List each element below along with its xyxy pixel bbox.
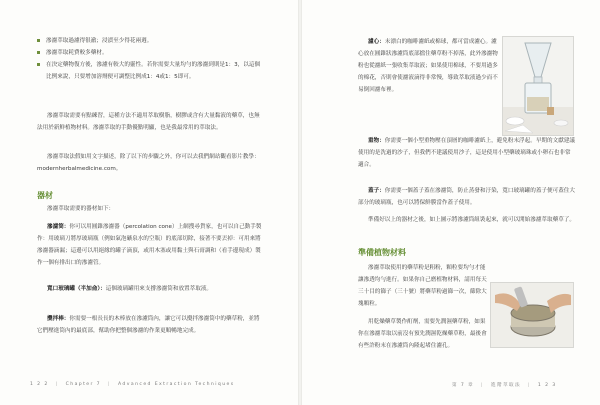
page-number: 1 2 3 — [537, 383, 557, 388]
body-paragraph — [358, 262, 488, 310]
body-paragraph — [358, 214, 576, 226]
bullet-marker-icon — [37, 39, 40, 42]
page-number: 1 2 2 — [30, 382, 49, 387]
term-label: 滲濾筒： — [47, 224, 70, 230]
list-item — [37, 35, 265, 47]
term-description: 你可以用圓錐滲濾器（percolation cone）上網搜尋貨家，也可以自己動手製作：用玻璃刀將厚玻璃瓶（例如氣泡礦泉水的空瓶）的底部切除，接著不要丟掉：可用來將滲濾器滴漏；這邊可以用絕緣的罐子滴頂，或用木塞或用黏土與石膏調和（看手邊現成）製作一個有排出口的滲濾管。 — [37, 224, 262, 266]
bullet-text: 滲濾萃取過濾得很澈；浸漬至少得花兩週。 — [46, 38, 153, 44]
term-label: 濾心： — [368, 39, 385, 45]
term-label: 寬口玻璃罐（半加侖）： — [47, 286, 106, 292]
paragraph-text: 滲濾萃取法假如用文字描述，除了以下的步驟之外，你可以去我們網站觀看影片教學：modernherbalmedicine.com。 — [37, 154, 260, 172]
footer-separator: | — [108, 382, 111, 387]
footer-separator: | — [55, 382, 59, 387]
herb-grinding-photo — [490, 282, 574, 348]
term-description: 這個玻璃罐用來支撐滲濾筒和放置萃取液。 — [105, 286, 213, 292]
bullet-text: 滲濾萃取耗費較多藥材。 — [46, 50, 108, 56]
equipment-item-cone — [37, 221, 265, 269]
term-label: 重物： — [368, 138, 385, 144]
paragraph-text: 準備好以上的器材之後，如上圖示將滲濾筒組裝起來，就可以開始滲濾萃取藥草了。 — [368, 217, 575, 223]
right-page — [302, 0, 600, 405]
body-paragraph — [37, 203, 265, 215]
equipment-item-filter — [358, 36, 498, 96]
body-paragraph — [358, 316, 488, 352]
bullet-marker-icon — [37, 51, 40, 54]
body-paragraph — [37, 151, 265, 175]
term-description: 你需要一個蓋子蓋在滲濾筒，防止蒸發和汙染，寬口玻璃罐的蓋子便可蓋住大部分的玻璃瓶，也可以將保鮮膜當作蓋子使用。 — [358, 188, 575, 206]
footer-separator: | — [527, 383, 531, 388]
term-label: 攪拌棒： — [47, 316, 70, 322]
footer-separator: | — [481, 383, 484, 388]
chapter-title: Advanced Extraction Techniques — [117, 382, 235, 387]
term-description: 你需要一個小型重物壓在頂層的咖啡濾紙上，避免粉末浮起。早期的文獻建議使用的是洗過的沙子，但我們不建議使用沙子，這是使用小型藥玻璃珠或小卵石也非常適合。 — [358, 138, 575, 168]
bullet-marker-icon — [37, 63, 40, 66]
equipment-item-beaker — [37, 283, 265, 295]
left-footer — [30, 382, 235, 387]
bullet-text: 在決定藥物復方後，滲濾有較大的靈性。若你需要大量均勻的滲濾到則是1：3，以這個比例來說，只要增加溶劑便可調整比例成1：4或1：5即可。 — [46, 62, 261, 80]
list-item — [37, 59, 265, 83]
chapter-number: 第 7 章 — [452, 383, 475, 388]
chapter-number: Chapter 7 — [65, 382, 102, 387]
term-description: 你需要一根長長的木棒放在滲濾筒內，讓它可以攪拌滲濾筒中的藥草粉，並將它們壓進筒內的最底部，幫助你把整個滲濾的作業更順暢地完成。 — [37, 316, 260, 334]
list-item — [37, 47, 265, 59]
equipment-item-cover — [358, 185, 576, 209]
paragraph-text: 用乾燥藥草製作酊劑，需要先潤濕藥草粉，如果你在滲濾萃取以前沒有預先潤濕乾燥藥草粉，最後會有些許粉末在滲濾筒內隆起堵住濾孔。 — [358, 319, 487, 349]
equipment-item-stir-rod — [37, 313, 265, 337]
percolation-cone-photo — [502, 36, 574, 136]
body-paragraph — [37, 110, 265, 134]
equipment-item-weight — [358, 135, 576, 171]
term-description: 未漂白的咖啡濾紙或棉球，都可當成濾心。濾心放在圓錐狀滲濾筒底部擋住藥草粉不掉落，此外滲濾物粉也從濾紙一張收集萃取液；如果使用棉球，不要用過多的棉花，否則會使濾液滴得非常慢，導致萃取液過少而不易倒回濾布裡。 — [358, 39, 498, 93]
sieve-image — [491, 283, 573, 347]
paragraph-text: 滲濾萃取需要有點練習，這種方法不適用萃取樹脂，樹膠或含有大量黏液的藥草，也無法用於新鮮植物材料。滲濾萃取的手動優點明顯，也是我最常用的萃取法。 — [37, 113, 260, 131]
paragraph-text: 滲濾萃取使用的藥草粉是粗粉，顆粒要均勻才能讓滲透均勻進行。如果你自己磨植物材料，請用每天三十目的篩子（三十號）將藥草粉過篩一次，篩除大塊顆粒。 — [358, 265, 487, 307]
term-label: 蓋子： — [368, 188, 385, 194]
bullet-list — [37, 35, 265, 83]
section-heading: 準備植物材料 — [358, 248, 406, 257]
left-page — [0, 0, 298, 405]
section-heading: 器材 — [37, 191, 53, 200]
paragraph-text: 滲濾萃取需要的器材如下： — [47, 206, 115, 212]
chapter-title: 進階萃取法 — [490, 383, 521, 388]
percolation-setup-image — [503, 37, 573, 135]
right-footer — [452, 382, 557, 388]
